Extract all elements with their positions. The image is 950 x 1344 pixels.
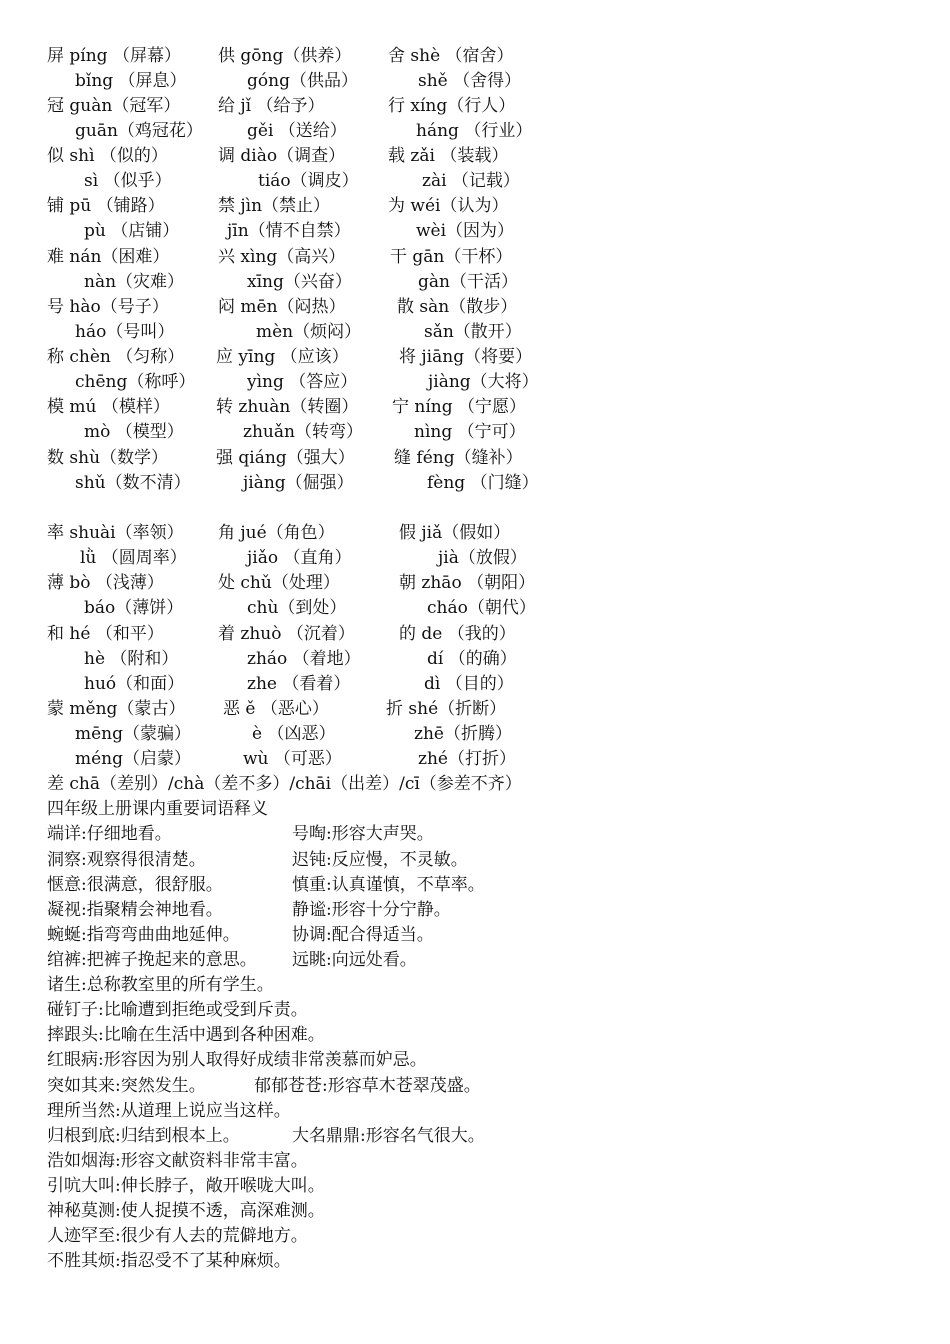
polyphone-entry: cháo（朝代） [427, 598, 536, 618]
polyphone-row [0, 420, 950, 445]
vocab-entry: 迟钝:反应慢，不灵敏。 [292, 850, 468, 870]
polyphone-entry: lǜ （圆周率） [80, 548, 187, 568]
polyphone-entry: 宁 níng （宁愿） [392, 397, 527, 417]
vocab-entry: 惬意:很满意，很舒服。 [47, 875, 223, 895]
vocab-entry: 蜿蜒:指弯弯曲曲地延伸。 [47, 925, 240, 945]
polyphone-entry: 调 diào（调查） [218, 146, 346, 166]
vocab-entry: 绾裤:把裤子挽起来的意思。 [47, 950, 257, 970]
polyphone-row [0, 295, 950, 320]
vocab-entry: 凝视:指聚精会神地看。 [47, 900, 223, 920]
polyphone-row [0, 521, 950, 546]
polyphone-entry: 闷 mēn（闷热） [218, 297, 346, 317]
polyphone-entry: mēng（蒙骗） [75, 724, 192, 744]
polyphone-entry: guān（鸡冠花） [75, 121, 203, 141]
vocab-row [0, 873, 950, 898]
polyphone-entry: shě （舍得） [418, 71, 522, 91]
polyphone-entry: 似 shì （似的） [47, 146, 168, 166]
polyphone-entry: fèng （门缝） [427, 473, 539, 493]
polyphone-entry: 朝 zhāo （朝阳） [399, 573, 536, 593]
polyphone-entry: 假 jiǎ（假如） [399, 523, 511, 543]
polyphone-entry: 应 yīng （应该） [216, 347, 349, 367]
polyphone-entry: chēng（称呼） [75, 372, 196, 392]
polyphone-row [0, 94, 950, 119]
vocab-row [0, 1149, 950, 1174]
polyphone-row [0, 44, 950, 69]
vocab-entry: 引吭大叫:伸长脖子，敞开喉咙大叫。 [47, 1176, 325, 1196]
polyphone-entry: jiàng（倔强） [243, 473, 354, 493]
polyphone-entry: wèi（因为） [416, 221, 515, 241]
vocab-entry: 理所当然:从道理上说应当这样。 [47, 1101, 291, 1121]
polyphone-entry: 舍 shè （宿舍） [388, 46, 514, 66]
vocab-entry: 突如其来:突然发生。 [47, 1076, 206, 1096]
polyphone-entry: 称 chèn （匀称） [47, 347, 185, 367]
polyphone-entry: 铺 pū （铺路） [47, 196, 165, 216]
polyphone-entry: jiàng（大将） [428, 372, 539, 392]
vocab-entry: 红眼病:形容因为别人取得好成绩非常羡慕而妒忌。 [47, 1050, 427, 1070]
vocab-section-title: 四年级上册课内重要词语释义 [47, 799, 268, 819]
polyphone-entry: 屏 píng （屏幕） [47, 46, 181, 66]
polyphone-entry: sì （似乎） [84, 171, 172, 191]
polyphone-row [0, 672, 950, 697]
vocab-row [0, 848, 950, 873]
polyphone-row [0, 571, 950, 596]
polyphone-row [0, 747, 950, 772]
polyphone-entry: 兴 xìng（高兴） [218, 247, 346, 267]
polyphone-entry: hè （附和） [84, 649, 179, 669]
polyphone-entry: gěi （送给） [247, 121, 347, 141]
polyphone-entry: 恶 ě （恶心） [223, 699, 329, 719]
vocab-entry: 浩如烟海:形容文献资料非常丰富。 [47, 1151, 308, 1171]
polyphone-entry: 缝 féng（缝补） [394, 448, 523, 468]
polyphone-entry: 行 xíng（行人） [388, 96, 516, 116]
polyphone-entry: háng （行业） [416, 121, 533, 141]
polyphone-row [0, 596, 950, 621]
polyphone-entry: 率 shuài（率领） [47, 523, 184, 543]
vocab-row [0, 1224, 950, 1249]
vocab-entry: 大名鼎鼎:形容名气很大。 [292, 1126, 485, 1146]
polyphone-entry: sǎn（散开） [424, 322, 522, 342]
vocab-entry: 协调:配合得适当。 [292, 925, 434, 945]
polyphone-entry: zháo （着地） [247, 649, 361, 669]
polyphone-entry: jiǎo （直角） [247, 548, 352, 568]
vocab-row [0, 998, 950, 1023]
polyphone-entry: dì （目的） [424, 674, 514, 694]
polyphone-entry: bǐng （屏息） [75, 71, 187, 91]
vocab-entry: 摔跟头:比喻在生活中遇到各种困难。 [47, 1025, 325, 1045]
vocab-row [0, 1074, 950, 1099]
polyphone-row [0, 697, 950, 722]
polyphone-entry: 给 jǐ （给予） [218, 96, 325, 116]
polyphone-entry: báo（薄饼） [84, 598, 184, 618]
polyphone-row [0, 647, 950, 672]
vocab-row [0, 898, 950, 923]
polyphone-entry: mèn（烦闷） [256, 322, 362, 342]
vocab-row [0, 923, 950, 948]
polyphone-row [0, 144, 950, 169]
polyphone-entry: yìng （答应） [247, 372, 358, 392]
vocab-entry: 远眺:向远处看。 [292, 950, 417, 970]
polyphone-entry: 冠 guàn（冠军） [47, 96, 181, 116]
vocab-row [0, 1124, 950, 1149]
polyphone-row [0, 270, 950, 295]
vocab-row [0, 1199, 950, 1224]
polyphone-entry: 模 mú （模样） [47, 397, 170, 417]
vocab-row [0, 1099, 950, 1124]
polyphone-row [0, 471, 950, 496]
vocab-row [0, 822, 950, 847]
vocab-entry: 洞察:观察得很清楚。 [47, 850, 206, 870]
polyphone-row [0, 370, 950, 395]
cha-polyphone-line: 差 chā（差别）/chà（差不多）/chāi（出差）/cī（参差不齐） [47, 774, 522, 794]
polyphone-entry: 角 jué（角色） [218, 523, 335, 543]
polyphone-entry: 将 jiāng（将要） [399, 347, 533, 367]
polyphone-entry: zhē（折腾） [414, 724, 512, 744]
polyphone-entry: méng（启蒙） [75, 749, 192, 769]
polyphone-row [0, 194, 950, 219]
polyphone-entry: pù （店铺） [84, 221, 180, 241]
polyphone-entry: nìng （宁可） [414, 422, 526, 442]
polyphone-entry: wù （可恶） [243, 749, 342, 769]
polyphone-row [0, 446, 950, 471]
polyphone-row [0, 345, 950, 370]
vocab-row [0, 973, 950, 998]
polyphone-entry: 载 zǎi （装载） [388, 146, 509, 166]
vocab-entry: 号啕:形容大声哭。 [292, 824, 434, 844]
polyphone-entry: 蒙 měng（蒙古） [47, 699, 186, 719]
polyphone-row [0, 169, 950, 194]
polyphone-entry: 数 shù（数学） [47, 448, 169, 468]
polyphone-entry: xīng（兴奋） [247, 272, 352, 292]
vocab-entry: 诸生:总称教室里的所有学生。 [47, 975, 274, 995]
polyphone-entry: góng（供品） [247, 71, 358, 91]
polyphone-row [0, 622, 950, 647]
polyphone-entry: 和 hé （和平） [47, 624, 164, 644]
polyphone-row [0, 546, 950, 571]
vocab-entry: 慎重:认真谨慎，不草率。 [292, 875, 485, 895]
polyphone-entry: tiáo（调皮） [258, 171, 359, 191]
polyphone-row [0, 245, 950, 270]
polyphone-entry: nàn（灾难） [84, 272, 185, 292]
polyphone-entry: 着 zhuò （沉着） [218, 624, 355, 644]
polyphone-row [0, 219, 950, 244]
vocab-entry: 神秘莫测:使人捉摸不透，高深难测。 [47, 1201, 325, 1221]
polyphone-entry: háo（号叫） [75, 322, 175, 342]
polyphone-entry: 强 qiáng（强大） [216, 448, 355, 468]
polyphone-entry: 处 chǔ（处理） [218, 573, 340, 593]
polyphone-row [0, 395, 950, 420]
polyphone-row [0, 722, 950, 747]
vocab-entry: 碰钉子:比喻遭到拒绝或受到斥责。 [47, 1000, 308, 1020]
vocab-row [0, 1249, 950, 1274]
vocab-row [0, 1023, 950, 1048]
polyphone-entry: 供 gōng（供养） [218, 46, 352, 66]
polyphone-entry: jīn（情不自禁） [227, 221, 351, 241]
polyphone-entry: 薄 bò （浅薄） [47, 573, 164, 593]
polyphone-entry: gàn（干活） [418, 272, 518, 292]
polyphone-entry: zhé（打折） [418, 749, 516, 769]
polyphone-entry: 号 hào（号子） [47, 297, 169, 317]
polyphone-row [0, 320, 950, 345]
polyphone-entry: 散 sàn（散步） [397, 297, 518, 317]
polyphone-entry: zhuǎn（转弯） [243, 422, 363, 442]
polyphone-entry: 干 gān（干杯） [390, 247, 513, 267]
polyphone-entry: zhe （看着） [247, 674, 351, 694]
polyphone-entry: 为 wéi（认为） [388, 196, 509, 216]
polyphone-entry: è （凶恶） [252, 724, 336, 744]
vocab-entry: 郁郁苍苍:形容草木苍翠茂盛。 [254, 1076, 481, 1096]
vocab-entry: 人迹罕至:很少有人去的荒僻地方。 [47, 1226, 308, 1246]
vocab-row [0, 1048, 950, 1073]
polyphone-entry: 禁 jìn（禁止） [218, 196, 331, 216]
polyphone-row [0, 69, 950, 94]
polyphone-entry: 折 shé（折断） [386, 699, 507, 719]
polyphone-entry: 转 zhuàn（转圈） [216, 397, 359, 417]
polyphone-entry: huó（和面） [84, 674, 185, 694]
vocab-row [0, 1174, 950, 1199]
polyphone-entry: zài （记载） [422, 171, 520, 191]
vocab-entry: 归根到底:归结到根本上。 [47, 1126, 240, 1146]
polyphone-entry: chù（到处） [247, 598, 347, 618]
polyphone-entry: 的 de （我的） [399, 624, 516, 644]
polyphone-entry: jià（放假） [438, 548, 527, 568]
vocab-entry: 静谧:形容十分宁静。 [292, 900, 451, 920]
polyphone-entry: mò （模型） [84, 422, 184, 442]
vocab-entry: 不胜其烦:指忍受不了某种麻烦。 [47, 1251, 291, 1271]
polyphone-entry: 难 nán（困难） [47, 247, 170, 267]
polyphone-entry: shǔ（数不清） [75, 473, 191, 493]
polyphone-entry: dí （的确） [427, 649, 517, 669]
polyphone-row [0, 119, 950, 144]
vocab-entry: 端详:仔细地看。 [47, 824, 172, 844]
vocab-row [0, 948, 950, 973]
